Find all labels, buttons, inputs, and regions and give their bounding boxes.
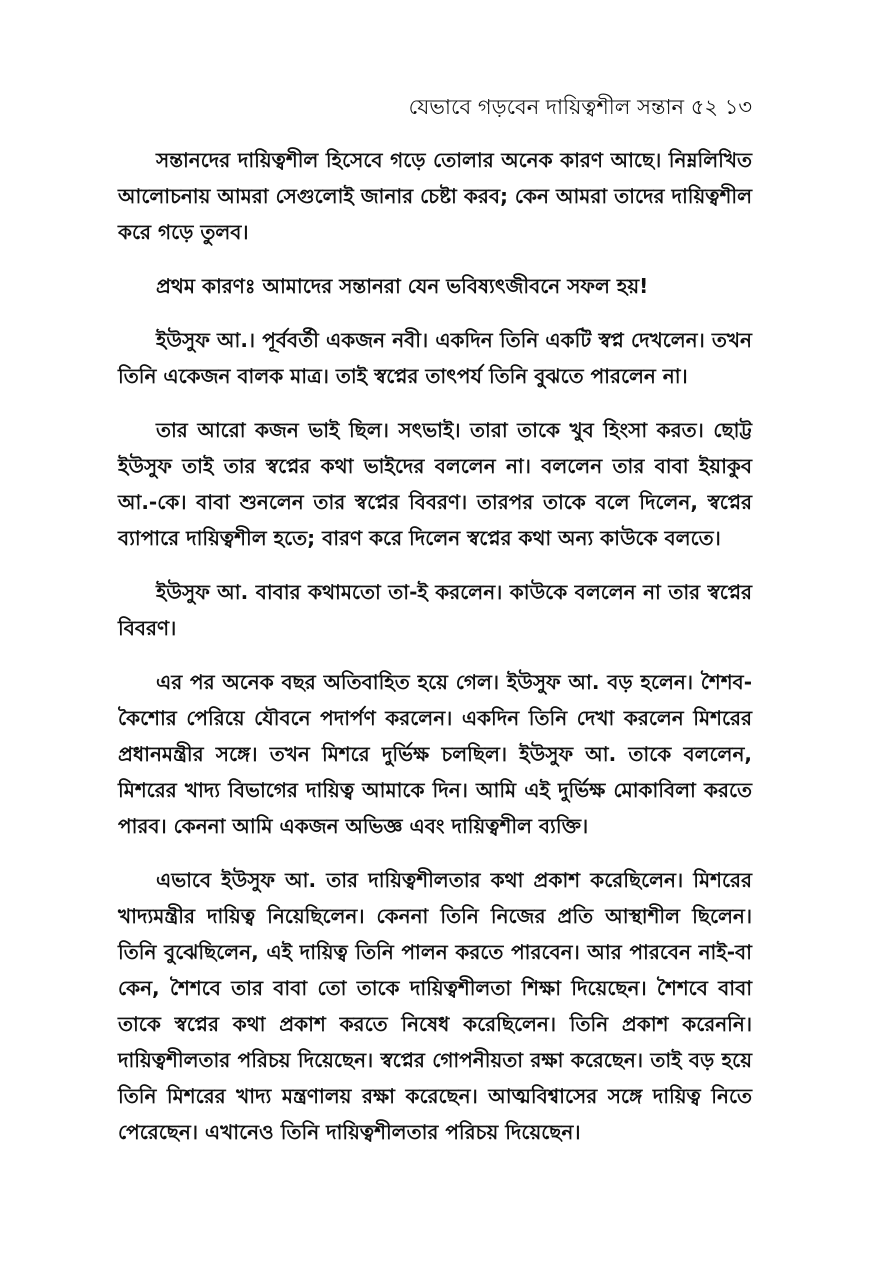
paragraph: এর পর অনেক বছর অতিবাহিত হয়ে গেল। ইউসুফ আ. বড় হলেন। শৈশব-কৈশোর পেরিয়ে যৌবনে পদার্পণ করলেন। একদিন তিনি দেখা করলেন মিশরের প্রধানমন্ত্রীর সঙ্গে। তখন মিশরে দুর্ভিক্ষ চলছিল। ইউসুফ আ. তাকে বললেন, মিশরের খাদ্য বিভাগের দায়িত্ব আমাকে দিন। আমি এই দুর্ভিক্ষ মোকাবিলা করতে পারব। কেননা আমি একজন অভিজ্ঞ এবং দায়িত্বশীল ব্যক্তি। xyxy=(118,670,752,838)
paragraph: এভাবে ইউসুফ আ. তার দায়িত্বশীলতার কথা প্রকাশ করেছিলেন। মিশরের খাদ্যমন্ত্রীর দায়িত্ব নিয়েছিলেন। কেননা তিনি নিজের প্রতি আস্থাশীল ছিলেন। তিনি বুঝেছিলেন, এই দায়িত্ব তিনি পালন করতে পারবেন। আর পারবেন নাই-বা কেন, শৈশবে তার বাবা তো তাকে দায়িত্বশীলতা শিক্ষা দিয়েছেন। শৈশবে বাবা তাকে স্বপ্নের কথা প্রকাশ করতে নিষেধ করেছিলেন। তিনি প্রকাশ করেননি। দায়িত্বশীলতার পরিচয় দিয়েছেন। স্বপ্নের গোপনীয়তা রক্ষা করেছেন। তাই বড় হয়ে তিনি মিশরের খাদ্য মন্ত্রণালয় রক্ষা করেছেন। আত্মবিশ্বাসের সঙ্গে দায়িত্ব নিতে পেরেছেন। এখানেও তিনি দায়িত্বশীলতার পরিচয় দিয়েছেন। xyxy=(118,868,752,1144)
paragraph-intro: সন্তানদের দায়িত্বশীল হিসেবে গড়ে তোলার অনেক কারণ আছে। নিম্নলিখিত আলোচনায় আমরা সেগুলোই জানার চেষ্টা করব; কেন আমরা তাদের দায়িত্বশীল করে গড়ে তুলব। xyxy=(118,148,752,244)
paragraph: তার আরো কজন ভাই ছিল। সৎভাই। তারা তাকে খুব হিংসা করত। ছোট্ট ইউসুফ তাই তার স্বপ্নের কথা ভাইদের বললেন না। বললেন তার বাবা ইয়াকুব আ.-কে। বাবা শুনলেন তার স্বপ্নের বিবরণ। তারপর তাকে বলে দিলেন, স্বপ্নের ব্যাপারে দায়িত্বশীল হতে; বারণ করে দিলেন স্বপ্নের কথা অন্য কাউকে বলতে। xyxy=(118,418,752,550)
section-heading: প্রথম কারণঃ আমাদের সন্তানরা যেন ভবিষ্যৎজীবনে সফল হয়! xyxy=(156,274,649,298)
paragraph: ইউসুফ আ. বাবার কথামতো তা-ই করলেন। কাউকে বললেন না তার স্বপ্নের বিবরণ। xyxy=(118,580,752,640)
paragraph: ইউসুফ আ.। পূর্ববর্তী একজন নবী। একদিন তিনি একটি স্বপ্ন দেখলেন। তখন তিনি একেজন বালক মাত্র। তাই স্বপ্নের তাৎপর্য তিনি বুঝতে পারলেন না। xyxy=(118,328,752,388)
running-header: যেভাবে গড়বেন দায়িত্বশীল সন্তান ৫২ ১৩ xyxy=(408,95,752,119)
book-page xyxy=(118,92,752,1168)
